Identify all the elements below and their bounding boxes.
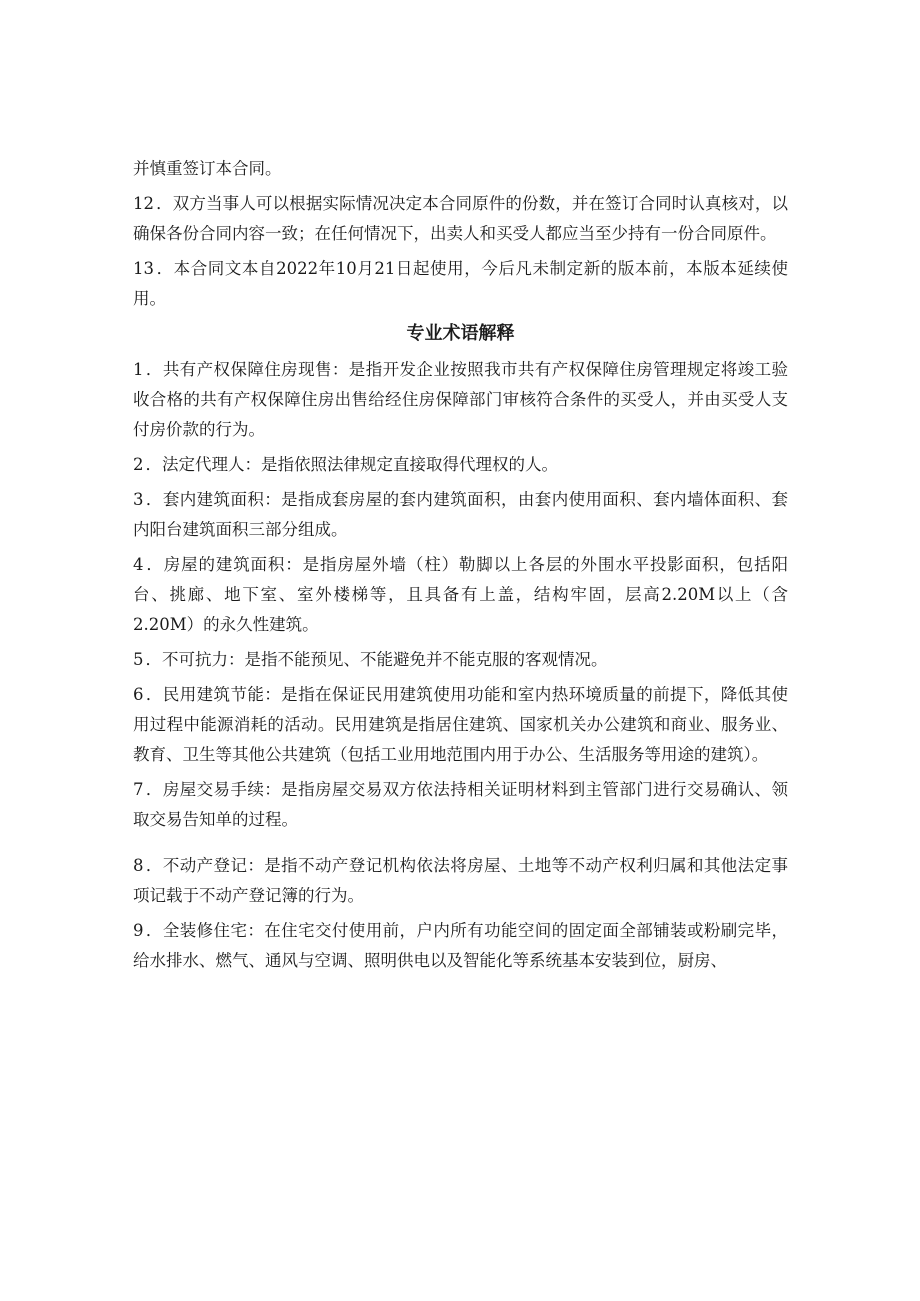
document-page bbox=[133, 154, 788, 981]
glossary-item-text: ．套内建筑面积：是指成套房屋的套内建筑面积，由套内使用面积、套内墙体面积、套内阳台建筑面积三部分组成。 bbox=[133, 490, 788, 539]
clause-number: 13 bbox=[133, 259, 154, 278]
clause-text: ．本合同文本自2022年10月21日起使用，今后凡未制定新的版本前，本版本延续使用。 bbox=[133, 259, 788, 308]
glossary-item-text: ．不动产登记：是指不动产登记机构依法将房屋、土地等不动产权利归属和其他法定事项记载于不动产登记簿的行为。 bbox=[133, 856, 788, 905]
contract-clause-12 bbox=[133, 189, 788, 249]
glossary-item bbox=[133, 680, 788, 770]
glossary-item-number: 9 bbox=[133, 921, 144, 940]
glossary-item-number: 1 bbox=[133, 360, 144, 379]
clause-text: ．双方当事人可以根据实际情况决定本合同原件的份数，并在签订合同时认真核对，以确保各份合同内容一致；在任何情况下，出卖人和买受人都应当至少持有一份合同原件。 bbox=[133, 194, 788, 243]
glossary-item-text: ．不可抗力：是指不能预见、不能避免并不能克服的客观情况。 bbox=[145, 650, 608, 669]
glossary-item-text: ．房屋交易手续：是指房屋交易双方依法持相关证明材料到主管部门进行交易确认、领取交易告知单的过程。 bbox=[133, 780, 788, 829]
glossary-item bbox=[133, 485, 788, 545]
glossary-item-text: ．法定代理人：是指依照法律规定直接取得代理权的人。 bbox=[145, 455, 558, 474]
glossary-item-number: 8 bbox=[133, 856, 144, 875]
contract-clause-13 bbox=[133, 254, 788, 314]
glossary-title: 专业术语解释 bbox=[406, 323, 515, 344]
glossary-item bbox=[133, 851, 788, 911]
glossary-item-text: ．房屋的建筑面积：是指房屋外墙（柱）勒脚以上各层的外围水平投影面积，包括阳台、挑廊、地下室、室外楼梯等，且具备有上盖，结构牢固，层高2.20M以上（含2.20M）的永久性建筑。 bbox=[133, 555, 788, 634]
glossary-item-number: 6 bbox=[133, 685, 144, 704]
glossary-item bbox=[133, 645, 788, 675]
glossary-item-number: 3 bbox=[133, 490, 144, 509]
glossary-item-number: 7 bbox=[133, 780, 144, 799]
glossary-item-text: ．民用建筑节能：是指在保证民用建筑使用功能和室内热环境质量的前提下，降低其使用过程中能源消耗的活动。民用建筑是指居住建筑、国家机关办公建筑和商业、服务业、教育、卫生等其他公共建筑（包括工业用地范围内用于办公、生活服务等用途的建筑）。 bbox=[133, 685, 788, 764]
glossary-item-number: 5 bbox=[133, 650, 144, 669]
contract-paragraph-continuation: 并慎重签订本合同。 bbox=[133, 159, 282, 178]
glossary-item bbox=[133, 775, 788, 835]
glossary-item bbox=[133, 916, 788, 976]
glossary-item bbox=[133, 355, 788, 445]
glossary-item bbox=[133, 450, 788, 480]
glossary-item-number: 2 bbox=[133, 455, 144, 474]
clause-number: 12 bbox=[133, 194, 154, 213]
glossary-item-text: ．全装修住宅：在住宅交付使用前，户内所有功能空间的固定面全部铺装或粉刷完毕，给水排水、燃气、通风与空调、照明供电以及智能化等系统基本安装到位，厨房、 bbox=[133, 921, 788, 970]
glossary-item-number: 4 bbox=[133, 555, 144, 574]
glossary-item bbox=[133, 550, 788, 640]
glossary-item-text: ．共有产权保障住房现售：是指开发企业按照我市共有产权保障住房管理规定将竣工验收合格的共有产权保障住房出售给经住房保障部门审核符合条件的买受人，并由买受人支付房价款的行为。 bbox=[133, 360, 788, 439]
